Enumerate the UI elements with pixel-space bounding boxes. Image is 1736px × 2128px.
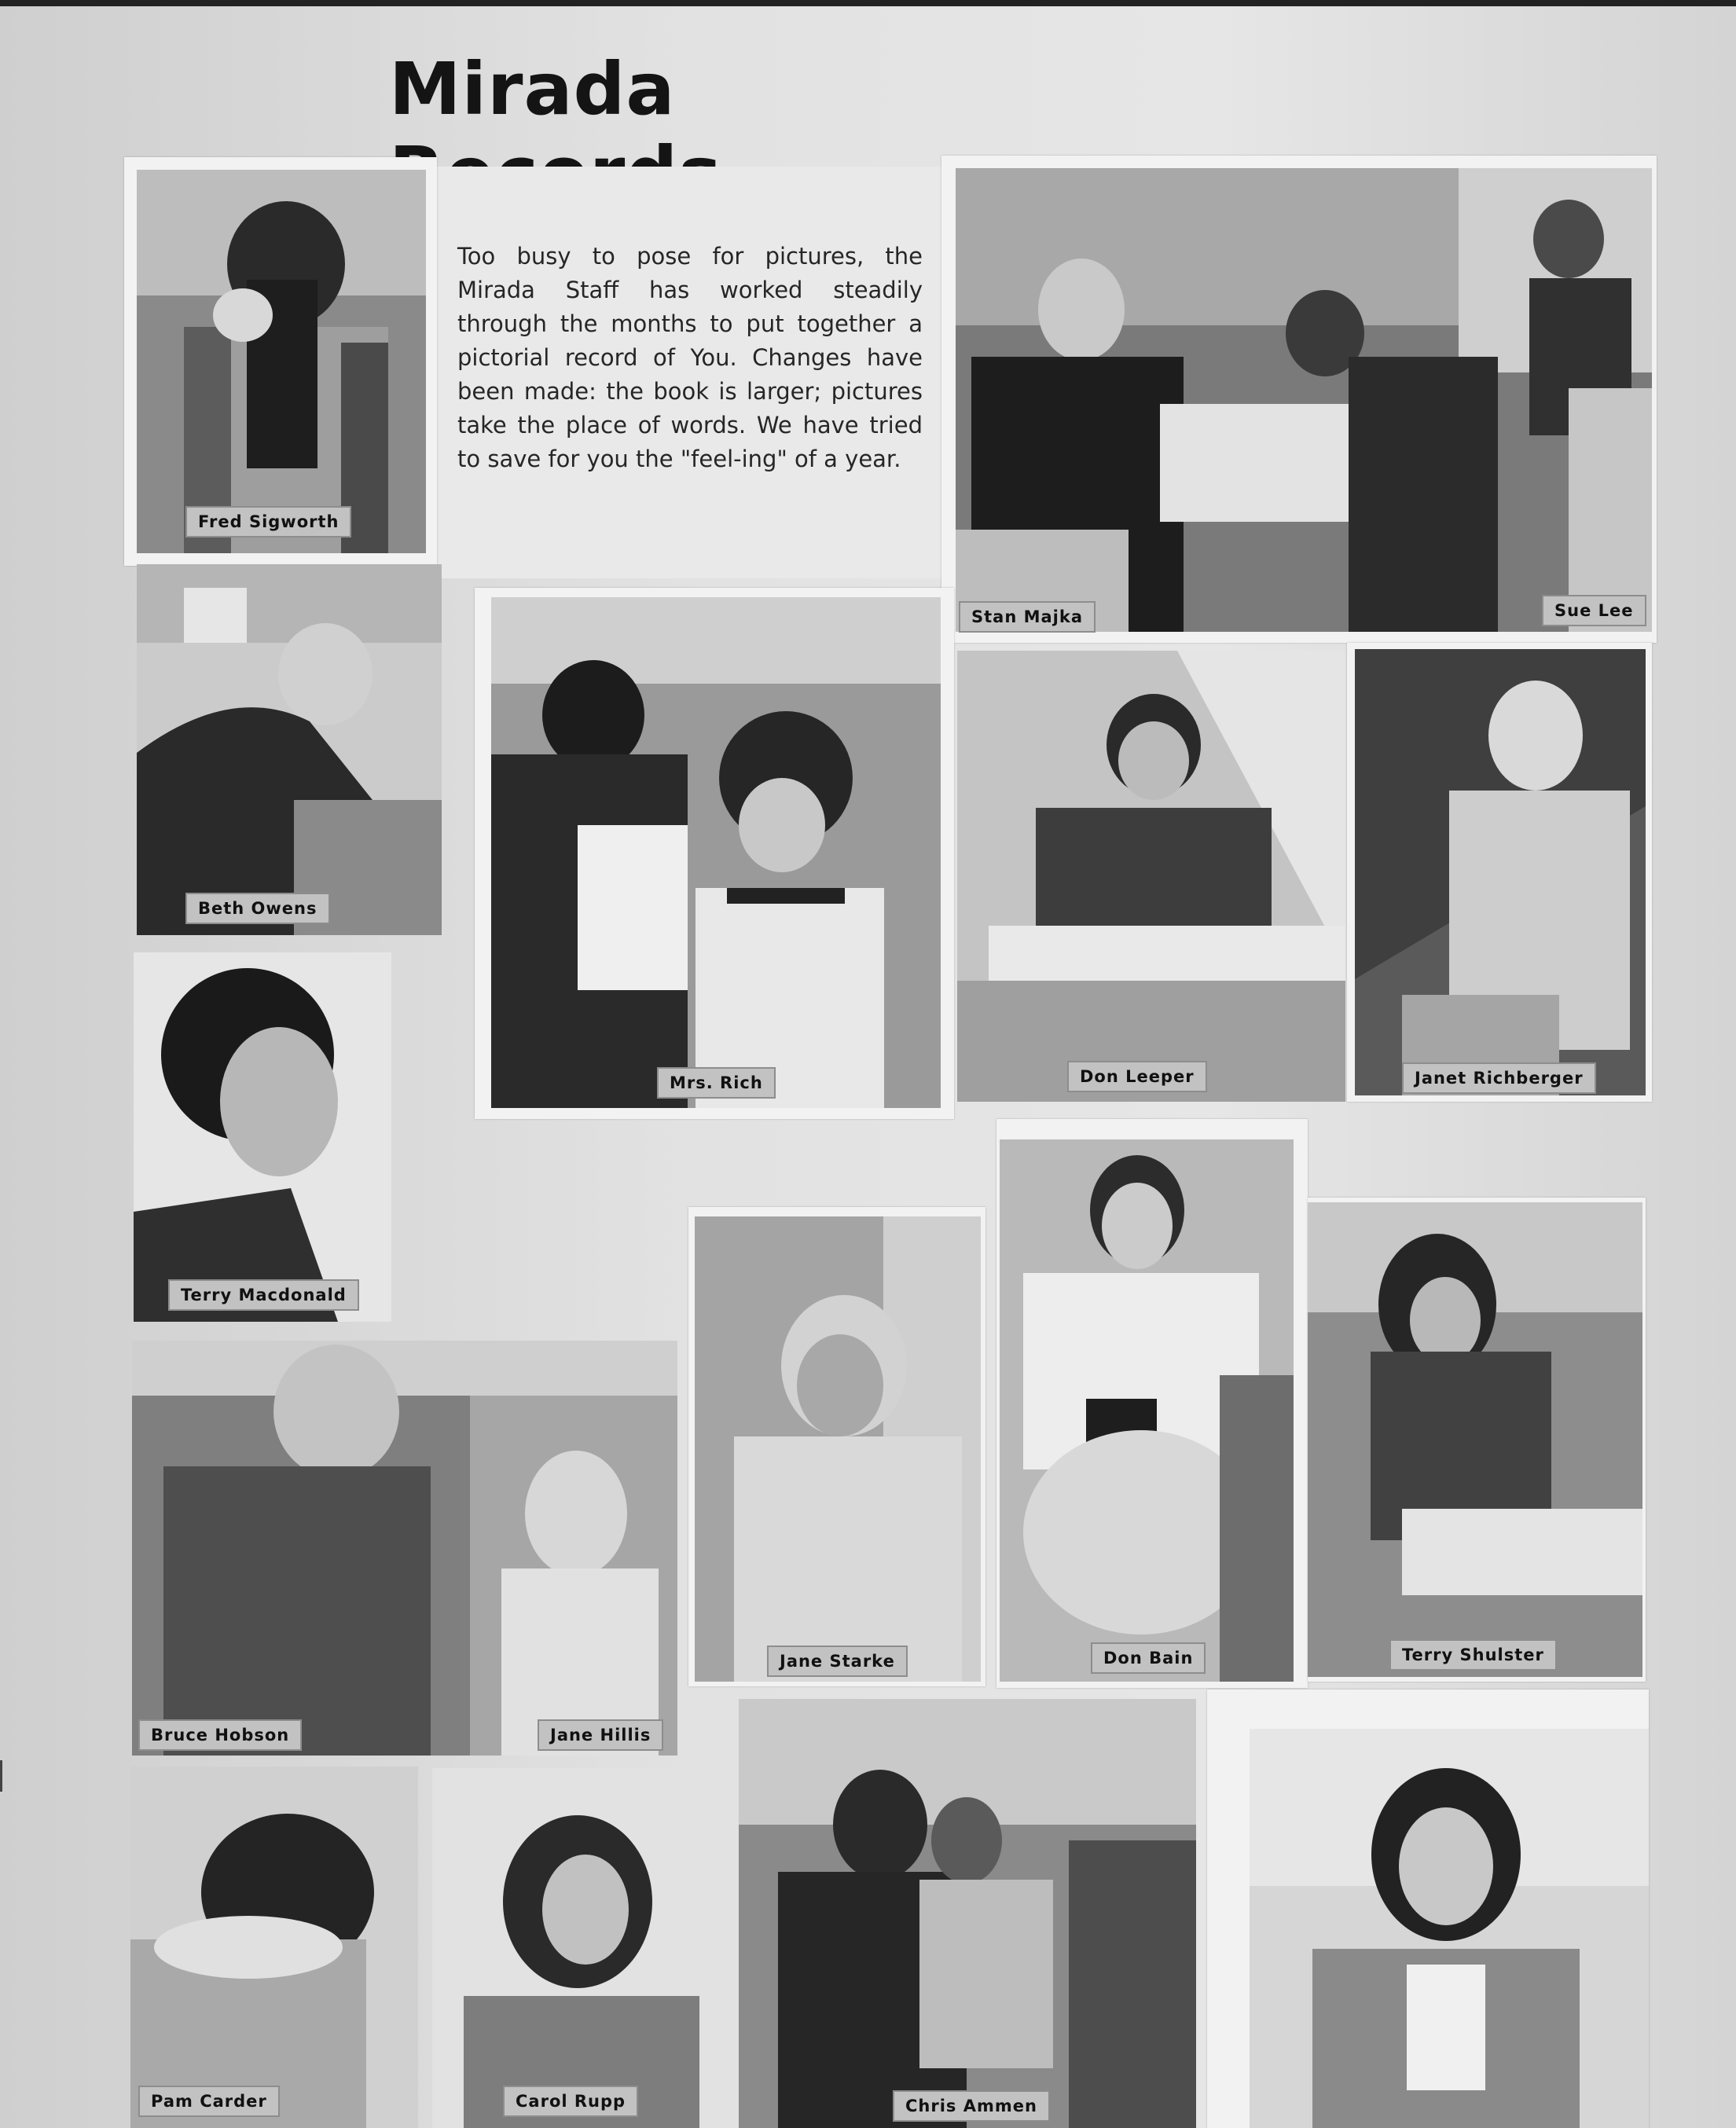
photo-mrs-rich (491, 597, 941, 1108)
photo-chris-ammen (739, 1699, 1196, 2128)
photo-jane-starke (695, 1216, 981, 1682)
photo-fred-sigworth (137, 170, 426, 553)
photo-don-leeper (957, 651, 1345, 1102)
caption-label: Chris Ammen (893, 2090, 1050, 2122)
photo-student-portrait (1250, 1729, 1649, 2128)
caption-label: Jane Hillis (538, 1719, 663, 1751)
caption-label: Terry Macdonald (168, 1279, 359, 1311)
caption-label: Terry Shulster (1389, 1639, 1557, 1671)
caption-label: Pam Carder (138, 2086, 280, 2117)
photo-beth-owens (137, 564, 442, 935)
photo-stan-majka-sue-lee (956, 168, 1652, 632)
caption-label: Jane Starke (767, 1646, 908, 1677)
page-title: Mirada (389, 47, 676, 131)
photo-janet-richberger (1355, 649, 1646, 1095)
margin-mark (0, 1760, 2, 1792)
caption-label: Don Leeper (1067, 1061, 1207, 1092)
photo-don-bain (1000, 1139, 1294, 1682)
photo-terry-shulster (1308, 1202, 1642, 1677)
caption-label: Don Bain (1091, 1642, 1206, 1674)
photo-bruce-hobson-jane-hillis (132, 1341, 677, 1756)
photo-pam-carder (130, 1767, 418, 2128)
caption-label: Sue Lee (1542, 595, 1646, 626)
caption-label: Carol Rupp (503, 2086, 638, 2117)
photo-carol-rupp (432, 1768, 726, 2128)
caption-label: Janet Richberger (1402, 1062, 1596, 1094)
page-top-edge (0, 0, 1736, 6)
intro-paragraph: Too busy to pose for pictures, the Mirada Staff has worked steadily through the months to put together a pictorial record of You. Changes have been made: the book is larger; pictures take the place of words. We have tried to save for you the "feel-ing" of a year. (457, 243, 923, 472)
caption-label: Mrs. Rich (657, 1067, 776, 1099)
caption-label: Bruce Hobson (138, 1719, 302, 1751)
caption-label: Beth Owens (185, 893, 330, 924)
photo-terry-macdonald (134, 952, 391, 1322)
caption-label: Fred Sigworth (185, 506, 351, 538)
caption-label: Stan Majka (959, 601, 1096, 633)
